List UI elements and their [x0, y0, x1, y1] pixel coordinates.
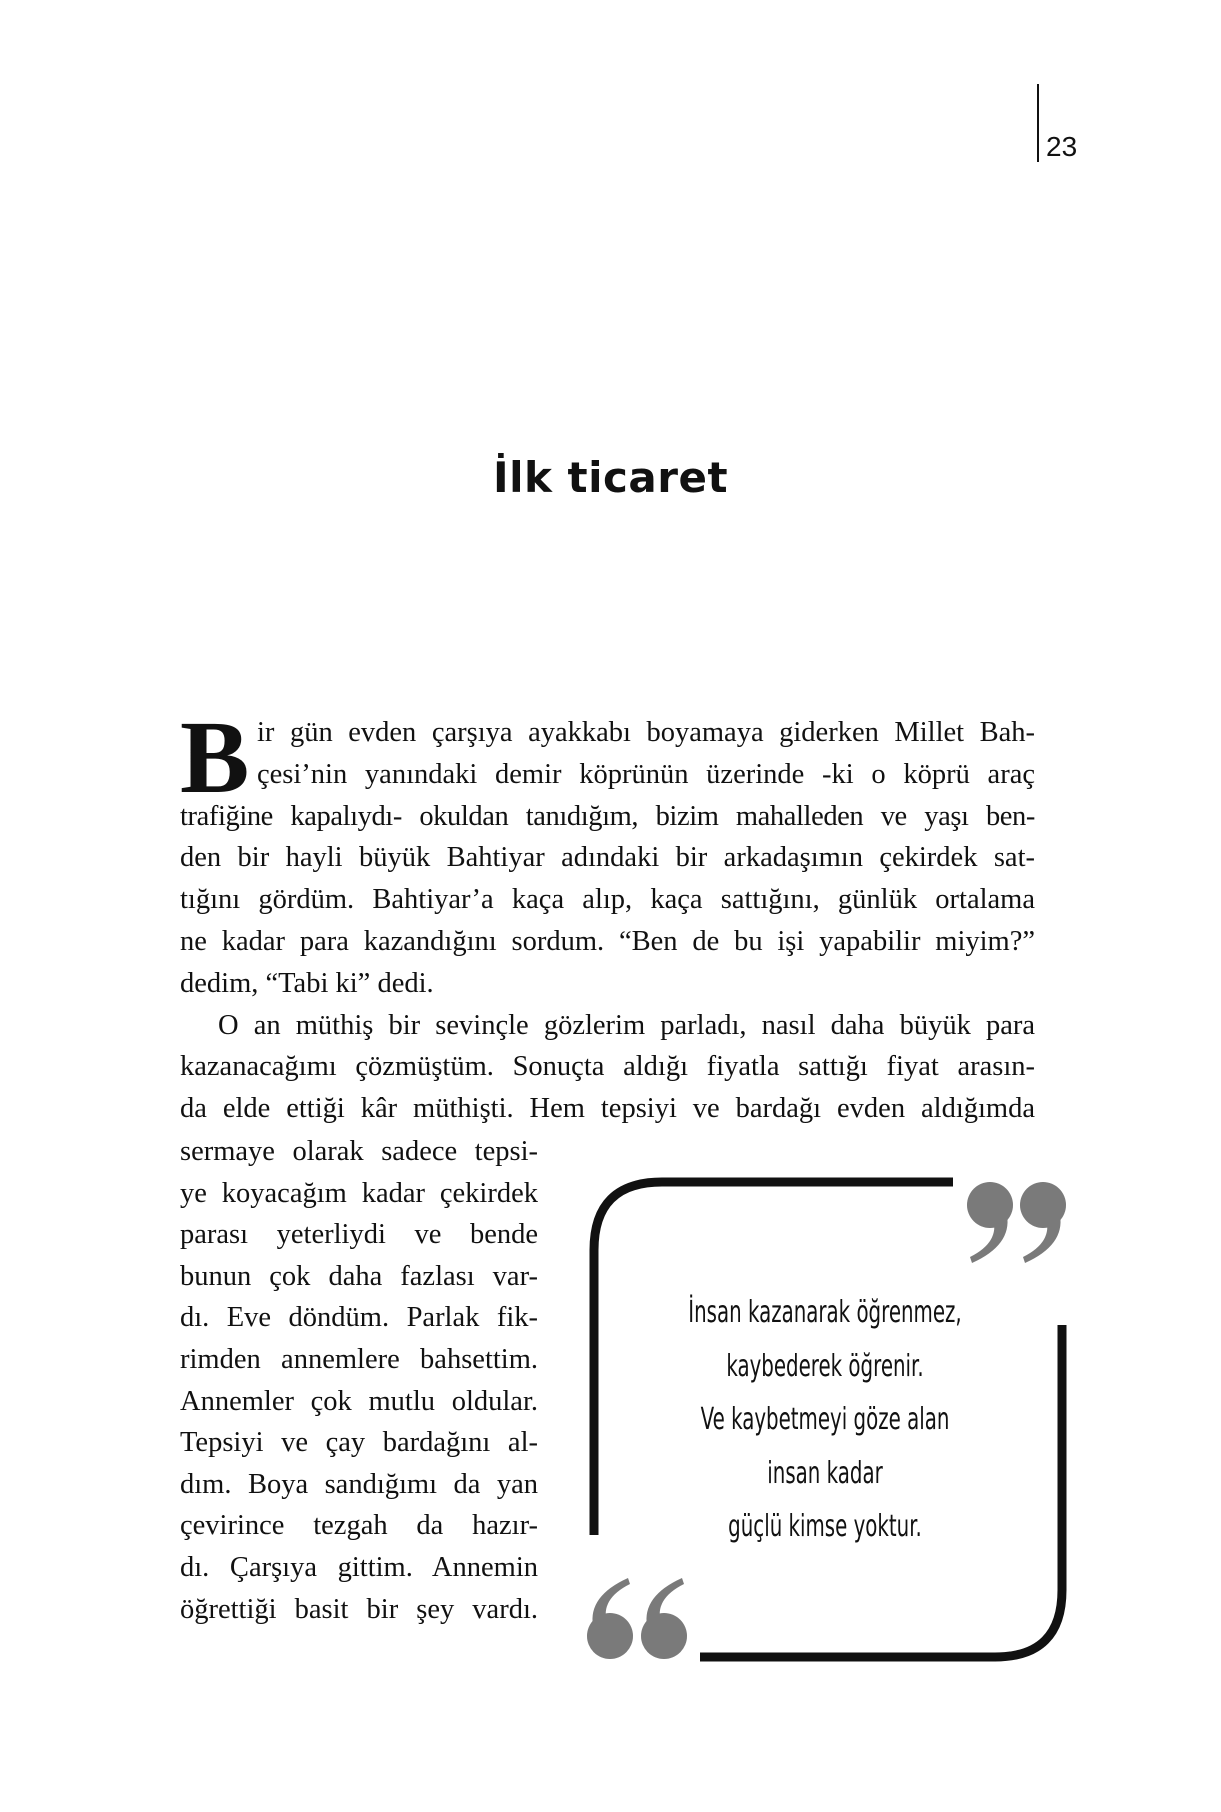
text-line: bunun çok daha fazlası var-: [180, 1260, 538, 1292]
opening-quote-mark-icon: [587, 1578, 687, 1659]
text-line: dedim, “Tabi ki” dedi.: [180, 967, 434, 999]
text-line: çesi’nin yanındaki demir köprünün üzerinde -ki o köprü araç: [257, 758, 1035, 790]
text-line: sermaye olarak sadece tepsi-: [180, 1136, 538, 1167]
drop-cap: B: [180, 700, 250, 815]
text-line: Tepsiyi ve çay bardağını al-: [180, 1427, 538, 1459]
pull-quote-text: [677, 1286, 974, 1554]
page-number: 23: [1046, 131, 1078, 162]
body-text: [180, 700, 1035, 1130]
text-line: trafiğine kapalıydı- okuldan tanıdığım, bizim mahalleden ve yaşı ben-: [180, 800, 1035, 832]
text-line: parası yeterliydi ve bende: [180, 1219, 538, 1251]
pull-quote-line: insan kadar: [767, 1455, 883, 1491]
text-line: da elde ettiği kâr müthişti. Hem tepsiyi ve bardağı evden aldığımda: [180, 1093, 1035, 1125]
text-line: tığını gördüm. Bahtiyar’a kaça alıp, kaça sattığını, günlük ortalama: [180, 884, 1035, 916]
text-line: rimden annemlere bahsettim.: [180, 1343, 538, 1375]
text-line: ye koyacağım kadar çekirdek: [180, 1177, 538, 1209]
text-line: ne kadar para kazandığını sordum. “Ben de bu işi yapabilir miyim?”: [180, 925, 1035, 957]
text-line: dım. Boya sandığımı da yan: [180, 1468, 538, 1500]
pull-quote-line: kaybederek öğrenir.: [726, 1348, 924, 1384]
chapter-title: İlk ticaret: [492, 453, 729, 502]
pull-quote-line: Ve kaybetmeyi göze alan: [700, 1402, 950, 1437]
text-line: O an müthiş bir sevinçle gözlerim parladı, nasıl daha büyük para: [218, 1009, 1035, 1041]
text-line: Annemler çok mutlu oldular.: [180, 1385, 538, 1417]
pull-quote-line: güçlü kimse yoktur.: [728, 1509, 922, 1544]
text-line: dı. Çarşıya gittim. Annemin: [180, 1551, 538, 1583]
text-line: dı. Eve döndüm. Parlak fik-: [180, 1302, 538, 1334]
text-line: öğrettiği basit bir şey vardı.: [180, 1593, 538, 1625]
text-line: ir gün evden çarşıya ayakkabı boyamaya giderken Millet Bah-: [257, 717, 1035, 748]
text-line: çevirince tezgah da hazır-: [180, 1510, 538, 1542]
text-line: den bir hayli büyük Bahtiyar adındaki bir arkadaşımın çekirdek sat-: [180, 842, 1035, 874]
page-number-rule: [1037, 84, 1039, 162]
text-line: kazanacağımı çözmüştüm. Sonuçta aldığı fiyatla sattığı fiyat arasın-: [180, 1051, 1035, 1083]
closing-quote-mark-icon: [967, 1182, 1066, 1263]
pull-quote-line: İnsan kazanarak öğrenmez,: [688, 1295, 962, 1330]
narrow-column-text: [180, 1131, 538, 1630]
